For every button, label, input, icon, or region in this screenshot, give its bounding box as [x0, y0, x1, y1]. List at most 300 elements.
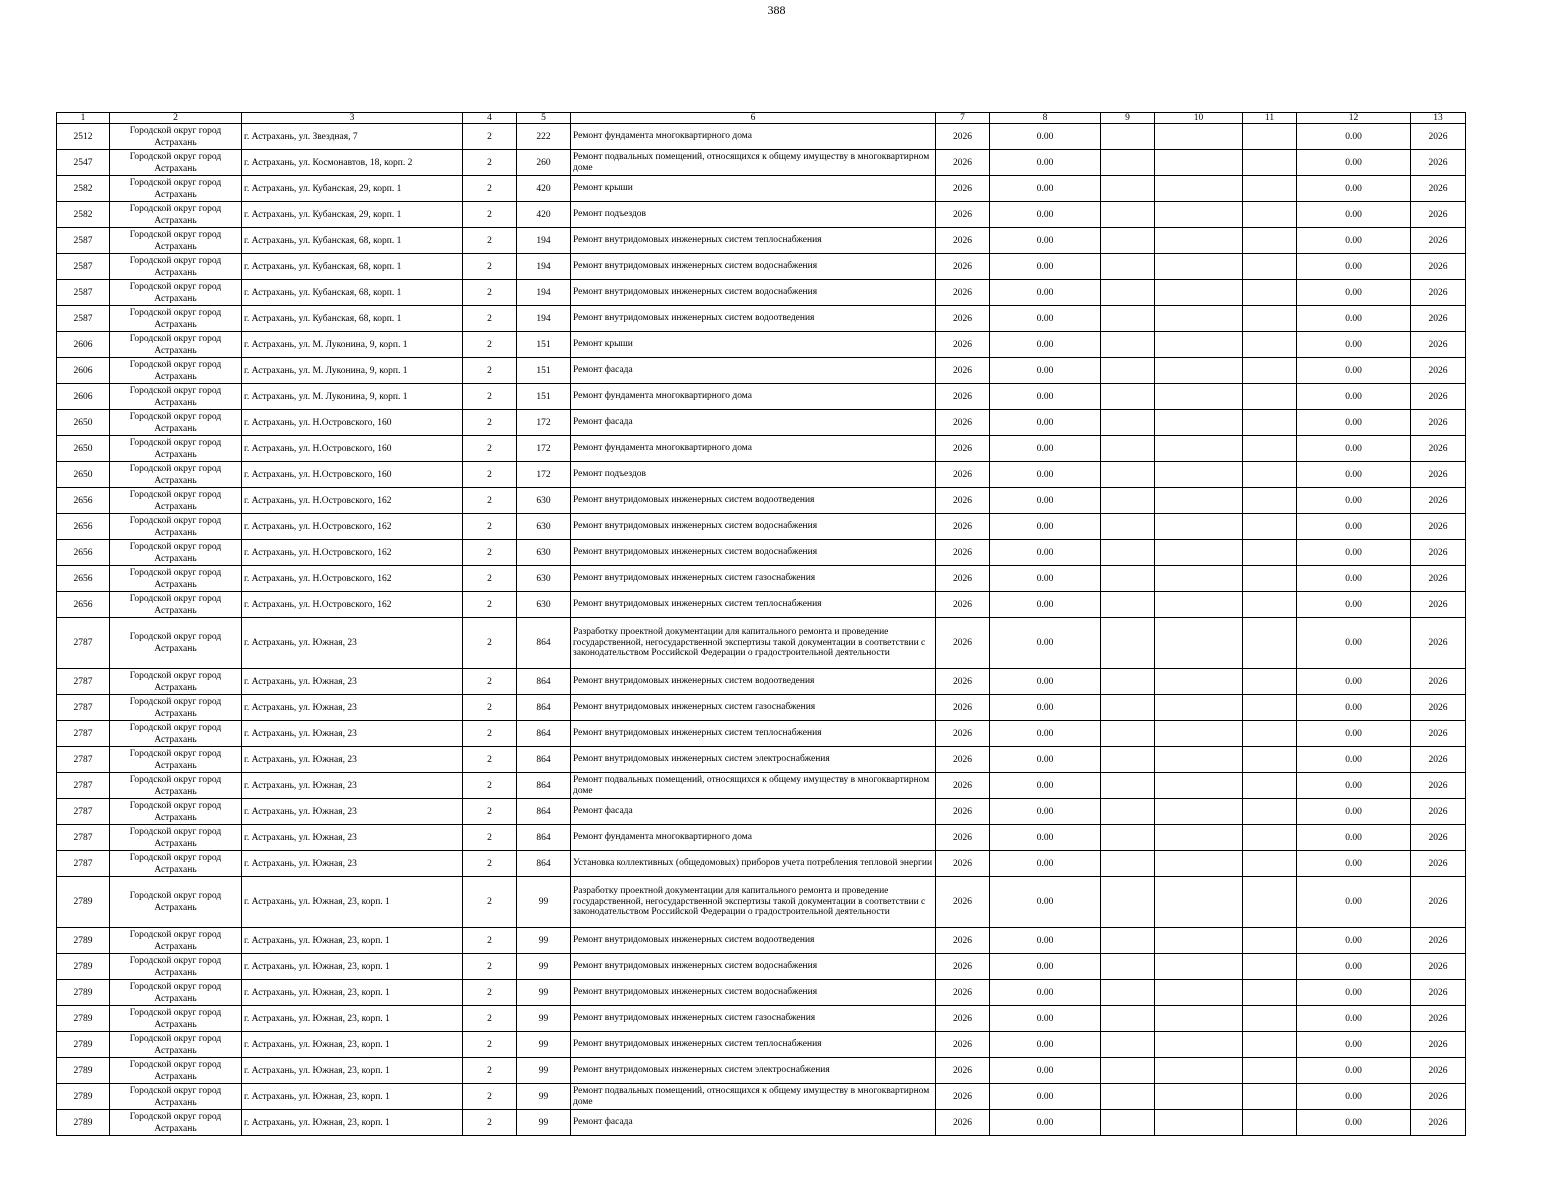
work-type-cell: Ремонт внутридомовых инженерных систем водоснабжения	[571, 954, 936, 980]
work-type-cell: Ремонт внутридомовых инженерных систем газоснабжения	[571, 1006, 936, 1032]
col11-cell	[1243, 747, 1297, 773]
col13-cell: 2026	[1411, 566, 1466, 592]
table-row	[57, 773, 1466, 799]
col11-cell	[1243, 462, 1297, 488]
amount-cell: 0.00	[990, 1110, 1101, 1136]
col10-cell	[1155, 980, 1243, 1006]
col5-cell: 864	[517, 669, 571, 695]
col5-cell: 630	[517, 488, 571, 514]
address-cell: г. Астрахань, ул. Южная, 23, корп. 1	[242, 980, 463, 1006]
col9-cell	[1101, 954, 1155, 980]
address-cell: г. Астрахань, ул. Южная, 23	[242, 773, 463, 799]
col11-cell	[1243, 124, 1297, 150]
table-row	[57, 410, 1466, 436]
year-cell: 2026	[936, 773, 990, 799]
record-number-cell: 2787	[57, 721, 110, 747]
address-cell: г. Астрахань, ул. Южная, 23	[242, 799, 463, 825]
table-row	[57, 1084, 1466, 1110]
col9-cell	[1101, 1058, 1155, 1084]
col11-cell	[1243, 721, 1297, 747]
address-cell: г. Астрахань, ул. Южная, 23, корп. 1	[242, 877, 463, 928]
col13-cell: 2026	[1411, 410, 1466, 436]
municipality-cell: Городской округ город Астрахань	[110, 851, 242, 877]
address-cell: г. Астрахань, ул. Н.Островского, 160	[242, 462, 463, 488]
col9-cell	[1101, 695, 1155, 721]
table-row	[57, 384, 1466, 410]
work-type-cell: Ремонт внутридомовых инженерных систем водоснабжения	[571, 980, 936, 1006]
work-type-cell: Ремонт внутридомовых инженерных систем теплоснабжения	[571, 721, 936, 747]
year-cell: 2026	[936, 332, 990, 358]
record-number-cell: 2656	[57, 592, 110, 618]
work-type-cell: Ремонт внутридомовых инженерных систем теплоснабжения	[571, 1032, 936, 1058]
col12-cell: 0.00	[1297, 980, 1411, 1006]
amount-cell: 0.00	[990, 773, 1101, 799]
col4-cell: 2	[463, 928, 517, 954]
address-cell: г. Астрахань, ул. Южная, 23	[242, 747, 463, 773]
record-number-cell: 2606	[57, 332, 110, 358]
col9-cell	[1101, 721, 1155, 747]
municipality-cell: Городской округ город Астрахань	[110, 514, 242, 540]
amount-cell: 0.00	[990, 851, 1101, 877]
col9-cell	[1101, 799, 1155, 825]
amount-cell: 0.00	[990, 228, 1101, 254]
column-header: 3	[242, 113, 463, 124]
record-number-cell: 2587	[57, 306, 110, 332]
col10-cell	[1155, 747, 1243, 773]
year-cell: 2026	[936, 669, 990, 695]
col12-cell: 0.00	[1297, 332, 1411, 358]
address-cell: г. Астрахань, ул. Южная, 23	[242, 669, 463, 695]
municipality-cell: Городской округ город Астрахань	[110, 228, 242, 254]
col10-cell	[1155, 851, 1243, 877]
col11-cell	[1243, 954, 1297, 980]
col11-cell	[1243, 1058, 1297, 1084]
work-type-cell: Ремонт внутридомовых инженерных систем теплоснабжения	[571, 592, 936, 618]
col13-cell: 2026	[1411, 384, 1466, 410]
amount-cell: 0.00	[990, 332, 1101, 358]
col4-cell: 2	[463, 954, 517, 980]
municipality-cell: Городской округ город Астрахань	[110, 669, 242, 695]
year-cell: 2026	[936, 747, 990, 773]
col11-cell	[1243, 202, 1297, 228]
amount-cell: 0.00	[990, 592, 1101, 618]
table-row	[57, 462, 1466, 488]
col12-cell: 0.00	[1297, 1110, 1411, 1136]
address-cell: г. Астрахань, ул. М. Луконина, 9, корп. 1	[242, 358, 463, 384]
col9-cell	[1101, 1006, 1155, 1032]
col10-cell	[1155, 928, 1243, 954]
col13-cell: 2026	[1411, 747, 1466, 773]
col9-cell	[1101, 825, 1155, 851]
col10-cell	[1155, 150, 1243, 176]
col11-cell	[1243, 980, 1297, 1006]
municipality-cell: Городской округ город Астрахань	[110, 306, 242, 332]
col5-cell: 864	[517, 618, 571, 669]
municipality-cell: Городской округ город Астрахань	[110, 436, 242, 462]
col5-cell: 172	[517, 410, 571, 436]
work-type-cell: Установка коллективных (общедомовых) приборов учета потребления тепловой энергии	[571, 851, 936, 877]
work-type-cell: Ремонт подъездов	[571, 462, 936, 488]
work-type-cell: Ремонт внутридомовых инженерных систем газоснабжения	[571, 566, 936, 592]
col5-cell: 151	[517, 358, 571, 384]
year-cell: 2026	[936, 825, 990, 851]
col10-cell	[1155, 436, 1243, 462]
col5-cell: 864	[517, 721, 571, 747]
col10-cell	[1155, 1006, 1243, 1032]
work-type-cell: Ремонт крыши	[571, 176, 936, 202]
col10-cell	[1155, 514, 1243, 540]
col10-cell	[1155, 721, 1243, 747]
col13-cell: 2026	[1411, 721, 1466, 747]
col11-cell	[1243, 436, 1297, 462]
col11-cell	[1243, 228, 1297, 254]
year-cell: 2026	[936, 384, 990, 410]
col9-cell	[1101, 150, 1155, 176]
work-type-cell: Разработку проектной документации для капитального ремонта и проведение государственной, негосударственной экспертизы такой документации в соответствии с законодательством Российской Федерации о градостроительной деятельности	[571, 618, 936, 669]
work-type-cell: Ремонт внутридомовых инженерных систем электроснабжения	[571, 1058, 936, 1084]
record-number-cell: 2789	[57, 1110, 110, 1136]
col11-cell	[1243, 176, 1297, 202]
year-cell: 2026	[936, 592, 990, 618]
col10-cell	[1155, 280, 1243, 306]
table-row	[57, 618, 1466, 669]
table-row	[57, 306, 1466, 332]
col10-cell	[1155, 306, 1243, 332]
work-type-cell: Ремонт подвальных помещений, относящихся к общему имуществу в многоквартирном доме	[571, 150, 936, 176]
table-row	[57, 825, 1466, 851]
col5-cell: 222	[517, 124, 571, 150]
col9-cell	[1101, 1084, 1155, 1110]
amount-cell: 0.00	[990, 124, 1101, 150]
year-cell: 2026	[936, 280, 990, 306]
col5-cell: 99	[517, 1084, 571, 1110]
column-header: 5	[517, 113, 571, 124]
col12-cell: 0.00	[1297, 877, 1411, 928]
col12-cell: 0.00	[1297, 1006, 1411, 1032]
col4-cell: 2	[463, 488, 517, 514]
table-row	[57, 566, 1466, 592]
municipality-cell: Городской округ город Астрахань	[110, 773, 242, 799]
col12-cell: 0.00	[1297, 514, 1411, 540]
col5-cell: 630	[517, 514, 571, 540]
record-number-cell: 2787	[57, 747, 110, 773]
col10-cell	[1155, 124, 1243, 150]
work-type-cell: Ремонт фундамента многоквартирного дома	[571, 384, 936, 410]
record-number-cell: 2606	[57, 384, 110, 410]
col12-cell: 0.00	[1297, 358, 1411, 384]
col13-cell: 2026	[1411, 462, 1466, 488]
municipality-cell: Городской округ город Астрахань	[110, 1110, 242, 1136]
col13-cell: 2026	[1411, 306, 1466, 332]
col5-cell: 99	[517, 980, 571, 1006]
col4-cell: 2	[463, 202, 517, 228]
record-number-cell: 2606	[57, 358, 110, 384]
col9-cell	[1101, 514, 1155, 540]
municipality-cell: Городской округ город Астрахань	[110, 462, 242, 488]
col5-cell: 630	[517, 540, 571, 566]
municipality-cell: Городской округ город Астрахань	[110, 954, 242, 980]
repair-program-table	[56, 112, 1466, 1136]
record-number-cell: 2587	[57, 228, 110, 254]
record-number-cell: 2656	[57, 540, 110, 566]
col4-cell: 2	[463, 280, 517, 306]
col12-cell: 0.00	[1297, 462, 1411, 488]
municipality-cell: Городской округ город Астрахань	[110, 176, 242, 202]
col13-cell: 2026	[1411, 124, 1466, 150]
address-cell: г. Астрахань, ул. Южная, 23	[242, 721, 463, 747]
col11-cell	[1243, 1006, 1297, 1032]
amount-cell: 0.00	[990, 566, 1101, 592]
year-cell: 2026	[936, 254, 990, 280]
year-cell: 2026	[936, 566, 990, 592]
col9-cell	[1101, 384, 1155, 410]
col4-cell: 2	[463, 124, 517, 150]
col4-cell: 2	[463, 592, 517, 618]
col5-cell: 630	[517, 592, 571, 618]
municipality-cell: Городской округ город Астрахань	[110, 124, 242, 150]
address-cell: г. Астрахань, ул. Н.Островского, 162	[242, 540, 463, 566]
record-number-cell: 2787	[57, 773, 110, 799]
col12-cell: 0.00	[1297, 566, 1411, 592]
year-cell: 2026	[936, 721, 990, 747]
col12-cell: 0.00	[1297, 1032, 1411, 1058]
col12-cell: 0.00	[1297, 851, 1411, 877]
col12-cell: 0.00	[1297, 306, 1411, 332]
col4-cell: 2	[463, 436, 517, 462]
column-number-row	[57, 113, 1466, 124]
amount-cell: 0.00	[990, 1084, 1101, 1110]
amount-cell: 0.00	[990, 618, 1101, 669]
year-cell: 2026	[936, 306, 990, 332]
year-cell: 2026	[936, 954, 990, 980]
work-type-cell: Ремонт внутридомовых инженерных систем водоснабжения	[571, 254, 936, 280]
municipality-cell: Городской округ город Астрахань	[110, 825, 242, 851]
col10-cell	[1155, 228, 1243, 254]
col5-cell: 420	[517, 176, 571, 202]
amount-cell: 0.00	[990, 954, 1101, 980]
col11-cell	[1243, 799, 1297, 825]
col9-cell	[1101, 436, 1155, 462]
col12-cell: 0.00	[1297, 176, 1411, 202]
col5-cell: 630	[517, 566, 571, 592]
column-header: 11	[1243, 113, 1297, 124]
col12-cell: 0.00	[1297, 540, 1411, 566]
col13-cell: 2026	[1411, 358, 1466, 384]
record-number-cell: 2656	[57, 488, 110, 514]
col5-cell: 172	[517, 462, 571, 488]
col10-cell	[1155, 954, 1243, 980]
amount-cell: 0.00	[990, 1032, 1101, 1058]
amount-cell: 0.00	[990, 176, 1101, 202]
col12-cell: 0.00	[1297, 202, 1411, 228]
amount-cell: 0.00	[990, 254, 1101, 280]
municipality-cell: Городской округ город Астрахань	[110, 332, 242, 358]
col9-cell	[1101, 592, 1155, 618]
address-cell: г. Астрахань, ул. Кубанская, 68, корп. 1	[242, 254, 463, 280]
record-number-cell: 2512	[57, 124, 110, 150]
col10-cell	[1155, 202, 1243, 228]
col9-cell	[1101, 202, 1155, 228]
col9-cell	[1101, 254, 1155, 280]
col4-cell: 2	[463, 799, 517, 825]
work-type-cell: Разработку проектной документации для капитального ремонта и проведение государственной, негосударственной экспертизы такой документации в соответствии с законодательством Российской Федерации о градостроительной деятельности	[571, 877, 936, 928]
column-header: 2	[110, 113, 242, 124]
col10-cell	[1155, 566, 1243, 592]
col12-cell: 0.00	[1297, 124, 1411, 150]
work-type-cell: Ремонт внутридомовых инженерных систем водоотведения	[571, 669, 936, 695]
municipality-cell: Городской округ город Астрахань	[110, 280, 242, 306]
year-cell: 2026	[936, 799, 990, 825]
address-cell: г. Астрахань, ул. Кубанская, 29, корп. 1	[242, 176, 463, 202]
col13-cell: 2026	[1411, 773, 1466, 799]
col10-cell	[1155, 488, 1243, 514]
col5-cell: 864	[517, 825, 571, 851]
table-row	[57, 851, 1466, 877]
year-cell: 2026	[936, 176, 990, 202]
record-number-cell: 2789	[57, 954, 110, 980]
table-row	[57, 254, 1466, 280]
col4-cell: 2	[463, 721, 517, 747]
col4-cell: 2	[463, 980, 517, 1006]
address-cell: г. Астрахань, ул. Н.Островского, 162	[242, 514, 463, 540]
col9-cell	[1101, 747, 1155, 773]
col12-cell: 0.00	[1297, 254, 1411, 280]
col11-cell	[1243, 618, 1297, 669]
table-row	[57, 799, 1466, 825]
amount-cell: 0.00	[990, 280, 1101, 306]
col10-cell	[1155, 799, 1243, 825]
record-number-cell: 2789	[57, 1032, 110, 1058]
col10-cell	[1155, 1058, 1243, 1084]
work-type-cell: Ремонт внутридомовых инженерных систем водоотведения	[571, 306, 936, 332]
work-type-cell: Ремонт внутридомовых инженерных систем водоотведения	[571, 928, 936, 954]
col9-cell	[1101, 176, 1155, 202]
col5-cell: 864	[517, 747, 571, 773]
work-type-cell: Ремонт подвальных помещений, относящихся к общему имуществу в многоквартирном доме	[571, 1084, 936, 1110]
col12-cell: 0.00	[1297, 618, 1411, 669]
amount-cell: 0.00	[990, 436, 1101, 462]
col13-cell: 2026	[1411, 695, 1466, 721]
record-number-cell: 2587	[57, 280, 110, 306]
col12-cell: 0.00	[1297, 747, 1411, 773]
record-number-cell: 2787	[57, 825, 110, 851]
amount-cell: 0.00	[990, 669, 1101, 695]
table-row	[57, 1110, 1466, 1136]
col5-cell: 99	[517, 1110, 571, 1136]
year-cell: 2026	[936, 540, 990, 566]
col12-cell: 0.00	[1297, 669, 1411, 695]
municipality-cell: Городской округ город Астрахань	[110, 618, 242, 669]
col4-cell: 2	[463, 228, 517, 254]
col11-cell	[1243, 410, 1297, 436]
column-header: 4	[463, 113, 517, 124]
col13-cell: 2026	[1411, 877, 1466, 928]
col13-cell: 2026	[1411, 954, 1466, 980]
address-cell: г. Астрахань, ул. Н.Островского, 162	[242, 488, 463, 514]
col12-cell: 0.00	[1297, 488, 1411, 514]
municipality-cell: Городской округ город Астрахань	[110, 1058, 242, 1084]
work-type-cell: Ремонт фасада	[571, 358, 936, 384]
col10-cell	[1155, 1084, 1243, 1110]
col13-cell: 2026	[1411, 176, 1466, 202]
col5-cell: 194	[517, 306, 571, 332]
col12-cell: 0.00	[1297, 954, 1411, 980]
year-cell: 2026	[936, 980, 990, 1006]
col12-cell: 0.00	[1297, 721, 1411, 747]
col5-cell: 99	[517, 1058, 571, 1084]
amount-cell: 0.00	[990, 721, 1101, 747]
col10-cell	[1155, 1032, 1243, 1058]
col4-cell: 2	[463, 773, 517, 799]
col12-cell: 0.00	[1297, 695, 1411, 721]
year-cell: 2026	[936, 695, 990, 721]
col13-cell: 2026	[1411, 928, 1466, 954]
col9-cell	[1101, 1110, 1155, 1136]
col4-cell: 2	[463, 306, 517, 332]
work-type-cell: Ремонт фасада	[571, 410, 936, 436]
address-cell: г. Астрахань, ул. Н.Островского, 162	[242, 566, 463, 592]
column-header: 1	[57, 113, 110, 124]
col11-cell	[1243, 928, 1297, 954]
col11-cell	[1243, 773, 1297, 799]
table-row	[57, 488, 1466, 514]
amount-cell: 0.00	[990, 202, 1101, 228]
column-header: 13	[1411, 113, 1466, 124]
work-type-cell: Ремонт внутридомовых инженерных систем водоснабжения	[571, 280, 936, 306]
year-cell: 2026	[936, 488, 990, 514]
municipality-cell: Городской округ город Астрахань	[110, 799, 242, 825]
col9-cell	[1101, 669, 1155, 695]
col9-cell	[1101, 332, 1155, 358]
amount-cell: 0.00	[990, 980, 1101, 1006]
amount-cell: 0.00	[990, 695, 1101, 721]
col4-cell: 2	[463, 695, 517, 721]
col10-cell	[1155, 410, 1243, 436]
col11-cell	[1243, 1110, 1297, 1136]
col4-cell: 2	[463, 384, 517, 410]
table-body	[57, 124, 1466, 1136]
col9-cell	[1101, 124, 1155, 150]
table-row	[57, 202, 1466, 228]
col9-cell	[1101, 462, 1155, 488]
col5-cell: 194	[517, 280, 571, 306]
amount-cell: 0.00	[990, 928, 1101, 954]
col13-cell: 2026	[1411, 228, 1466, 254]
table-row	[57, 436, 1466, 462]
work-type-cell: Ремонт фасада	[571, 1110, 936, 1136]
col9-cell	[1101, 1032, 1155, 1058]
year-cell: 2026	[936, 124, 990, 150]
year-cell: 2026	[936, 618, 990, 669]
col13-cell: 2026	[1411, 1110, 1466, 1136]
col4-cell: 2	[463, 462, 517, 488]
col13-cell: 2026	[1411, 592, 1466, 618]
col11-cell	[1243, 358, 1297, 384]
address-cell: г. Астрахань, ул. Южная, 23, корп. 1	[242, 954, 463, 980]
col9-cell	[1101, 980, 1155, 1006]
col9-cell	[1101, 877, 1155, 928]
table-row	[57, 358, 1466, 384]
record-number-cell: 2582	[57, 202, 110, 228]
address-cell: г. Астрахань, ул. Кубанская, 29, корп. 1	[242, 202, 463, 228]
col4-cell: 2	[463, 358, 517, 384]
table-row	[57, 954, 1466, 980]
record-number-cell: 2789	[57, 928, 110, 954]
municipality-cell: Городской округ город Астрахань	[110, 877, 242, 928]
col4-cell: 2	[463, 514, 517, 540]
year-cell: 2026	[936, 877, 990, 928]
col4-cell: 2	[463, 150, 517, 176]
